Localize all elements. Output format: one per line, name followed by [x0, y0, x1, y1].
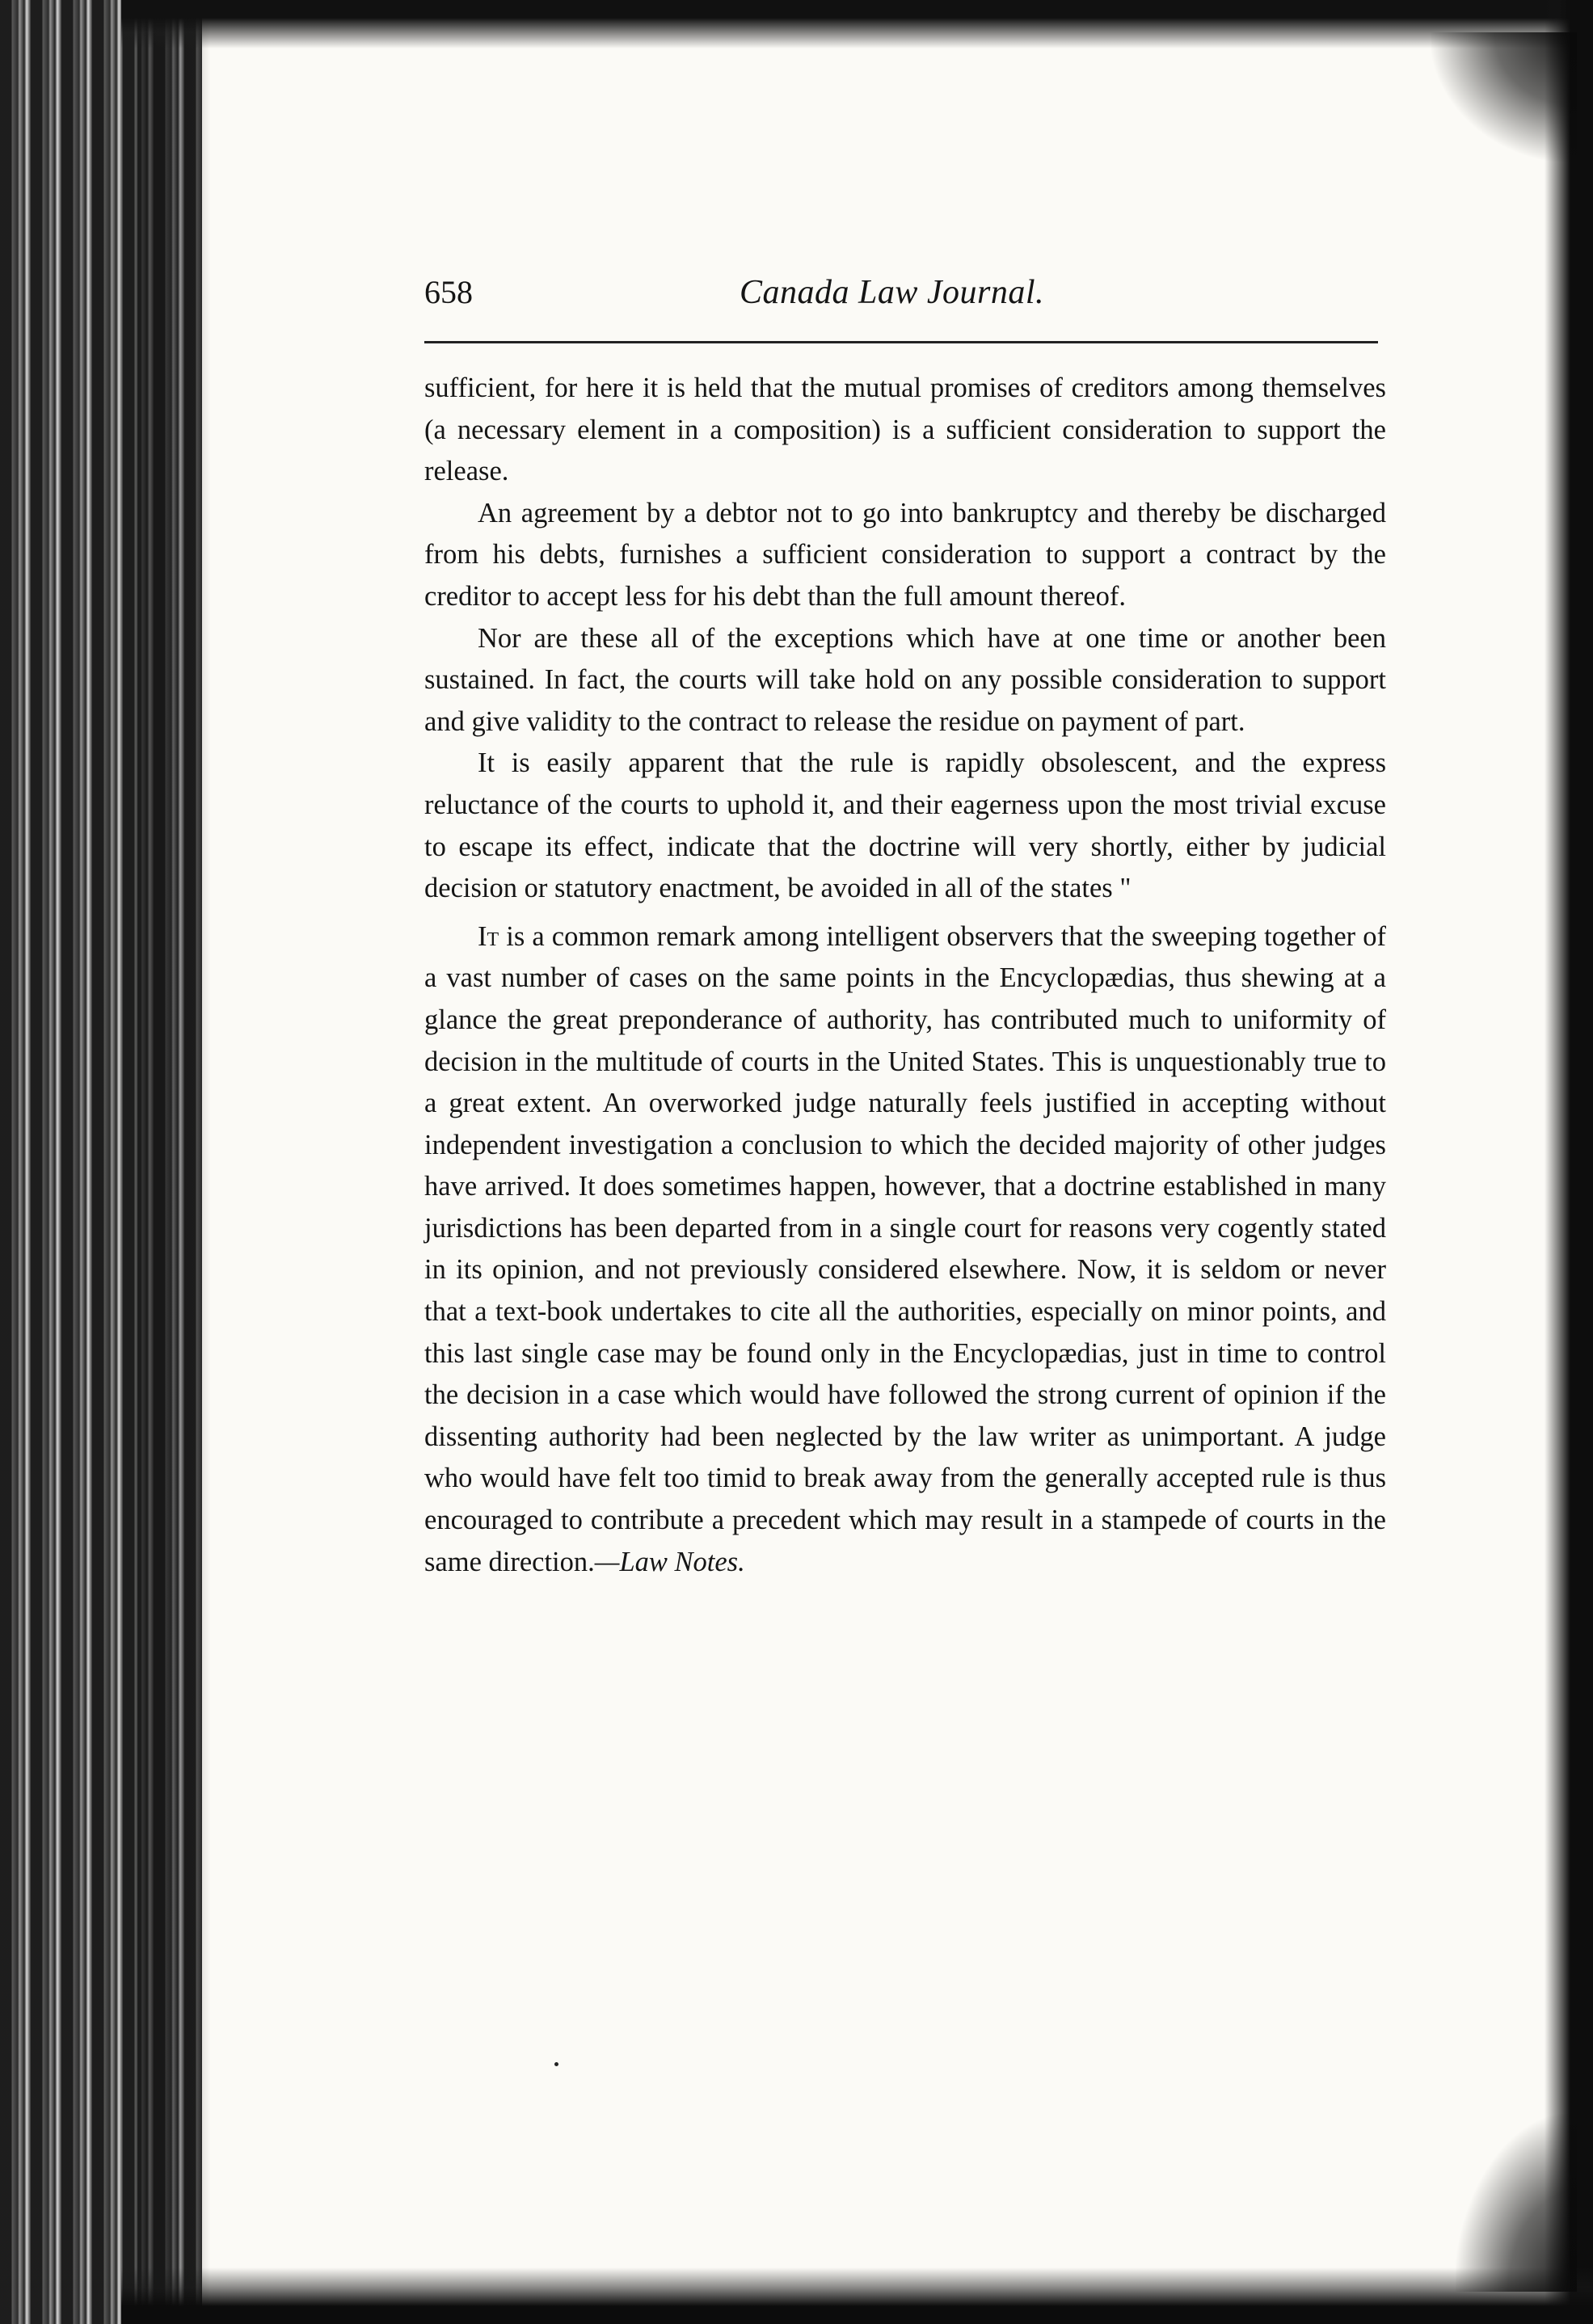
note-source: —Law Notes. [594, 1546, 745, 1577]
journal-title: Canada Law Journal. [740, 274, 1045, 311]
running-head [424, 267, 1386, 323]
stray-mark [554, 2062, 558, 2066]
top-scan-edge [121, 0, 1593, 48]
note-lead-word: It [478, 920, 499, 952]
article-body [424, 368, 1386, 1583]
paragraph-continued: sufficient, for here it is held that the mutual promises of creditors among themselves (a necessary element in a composition) is a sufficient consideration to support the release. [424, 373, 1386, 487]
binding-fade [137, 0, 210, 2324]
bottom-scan-edge [121, 2267, 1593, 2324]
editorial-note [424, 916, 1386, 1584]
page-content [424, 267, 1386, 1583]
paragraph: It is easily apparent that the rule is rapidly obsolescent, and the express reluctance of the courts to uphold it, and their eagerness upon the most trivial excuse to escape its effect, indicate that the doctrine will very shortly, either by judicial decision or statutory enactment, be avoided in all of the states " [424, 747, 1386, 904]
paragraph: An agreement by a debtor not to go into bankruptcy and thereby be discharged from his debts, furnishes a sufficient consideration to support a contract by the creditor to accept less for his debt than the full amount thereof. [424, 497, 1386, 612]
bottom-right-page-curl [1456, 2114, 1577, 2292]
page-number: 658 [424, 274, 473, 310]
note-text: is a common remark among intelligent observers that the sweeping together of a vast number of cases on the same points in the Encyclopædias, thus shewing at a glance the great preponderance of authority, has contributed much to uniformity of decision in the multitude of courts in the United States. This is unquestionably true to a great extent. An overworked judge naturally feels justified in accepting without independent investigation a conclusion to which the decided majority of other judges have arrived. It does sometimes happen, however, that a doctrine established in many jurisdictions has been departed from in a single court for reasons very cogently stated in its opinion, and not previously considered elsewhere. Now, it is seldom or never that a text-book undertakes to cite all the authorities, especially on minor points, and this last single case may be found only in the Encyclopædias, just in time to control the decision in a case which would have followed the strong current of opinion if the dissenting authority had been neglected by the law writer as unimportant. A judge who would have felt too timid to break away from the generally accepted rule is thus encouraged to contribute a precedent which may result in a stampede of courts in the same direction. [424, 920, 1386, 1577]
header-rule [424, 341, 1378, 343]
paragraph: Nor are these all of the exceptions which have at one time or another been sustained. In fact, the courts will take hold on any possible consideration to support and give validity to the contract to release the residue on payment of part. [424, 622, 1386, 737]
top-right-page-curl [1431, 32, 1577, 162]
right-scan-edge [1545, 0, 1593, 2324]
